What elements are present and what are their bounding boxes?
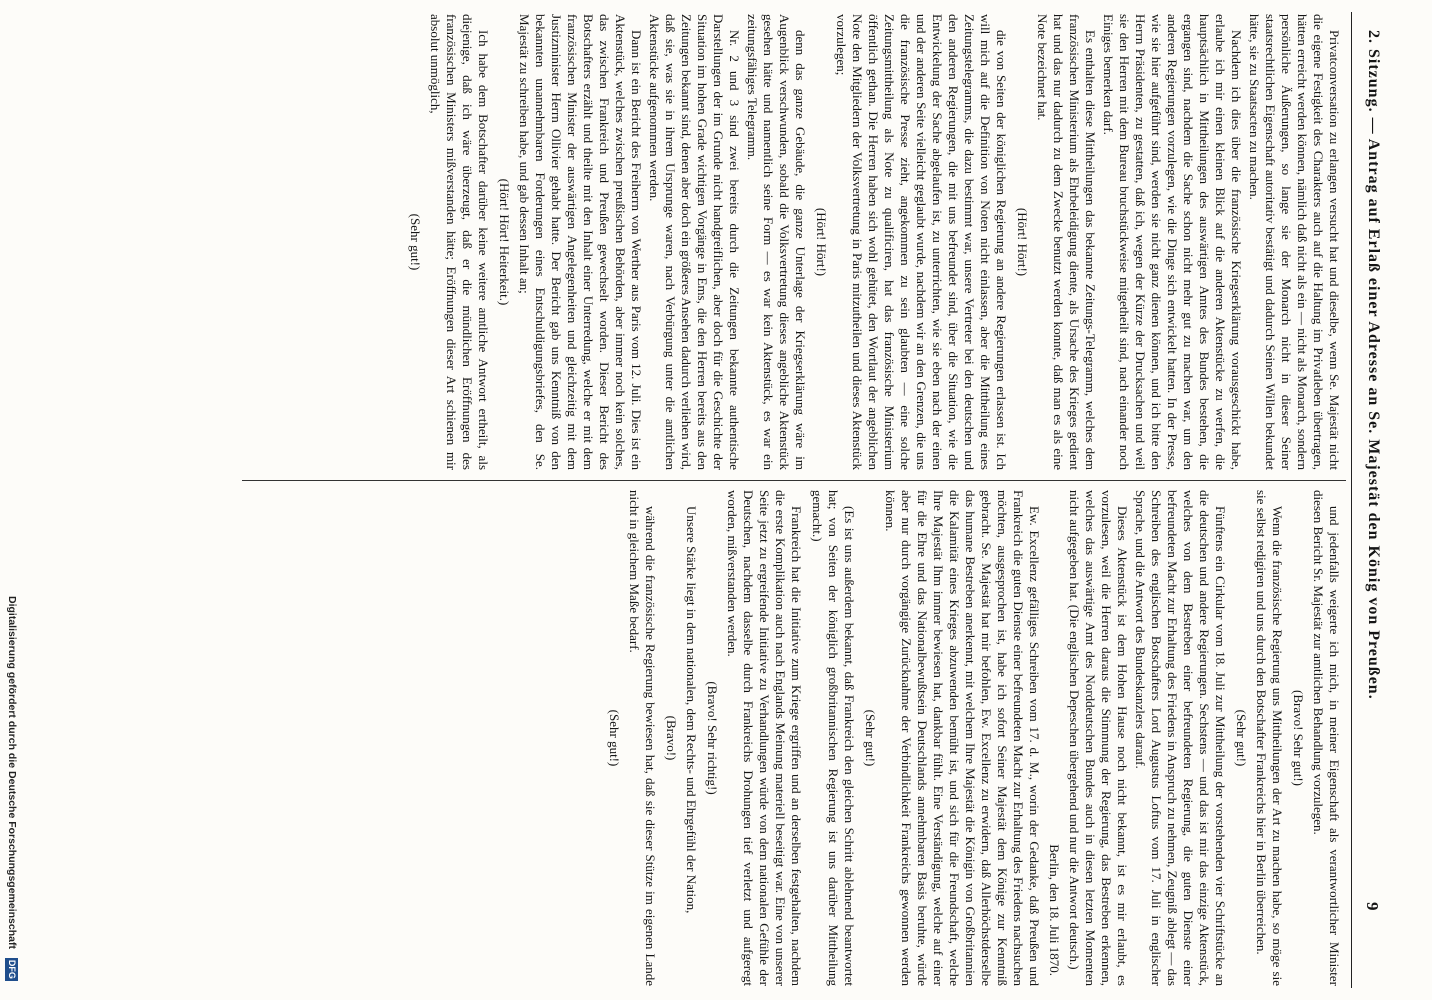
paragraph: Dieses Aktenstück ist dem Hohen Hause noch nicht bekannt, ist es mir erlaubt, es vorzulesen, weil die Herren daraus die Stimmung der Regierung, das Bestreben erkennen, welches das auswärtige Amt des Norddeutschen Bundes auch in diesen letzten Momenten nicht aufgegeben hat. (Die englischen Depeschen übergehend und nur die Antwort deutsch.) — [1067, 490, 1130, 986]
interjection: (Sehr gut!) — [1234, 709, 1249, 767]
dfg-logo-icon: DFG — [7, 959, 18, 979]
text-column-right — [244, 490, 1342, 986]
paragraph: Nachdem ich dies über die französische Kriegserklärung vorausgeschickt habe, erlaube ich mir einen kleinen Blick auf die anderen Aktenstücke zu werfen, die hauptsächlich in Mittheilungen des auswärtigen Amtes des Bundes bestehen, die ergangen sind, nachdem die Sache schon nicht mehr gut zu machen war, um den anderen Regierungen vorzulegen, wie die Dinge sich entwickelt hatten. In der Presse, wie sie hier aufgeführt sind, werden sie nicht ganz dienen können, und ich bitte den Herrn Präsidenten, zu gestatten, daß ich, wegen der Kürze der Drucksachen und weil sie den Herren mit dem Bureau bruchstückweise mitgetheilt sind, nach einander noch Einiges bemerken darf. — [1101, 14, 1244, 470]
interjection: (Sehr gut!) — [863, 709, 878, 767]
paragraph: und jedenfalls weigerte ich mich, in meiner Eigenschaft als verantwortlicher Minister diesen Bericht Sr. Majestät zur amtlichen Behandlung vorzulegen. — [1311, 490, 1342, 986]
paragraph: Es enthalten diese Mittheilungen das bekannte Zeitungs-Telegramm, welches dem französischen Ministerium als Ehrbeleidigung diente, als Ursache des Krieges gedient hat und das nur dadurch zu dem Zwecke benutzt werden konnte, daß man es als eine Note bezeichnet hat. — [1035, 14, 1098, 470]
letter-dateline: Berlin, den 18. Juli 1870. — [1047, 844, 1062, 976]
paragraph: Ew. Excellenz gefälliges Schreiben vom 17. d. M., worin der Gedanke, daß Preußen und Frankreich die guten Dienste einer befreundeten Macht zur Erhaltung des Friedens nachsuchen möchten, ausgesprochen ist, habe ich sofort Seiner Majestät dem Könige zur Kenntniß gebracht. Se. Majestät hat mir befohlen, Ew. Excellenz zu erwidern, daß Allerhöchstderselbe das humane Bestreben anerkennt, mit welchem Ihre Majestät die Königin von Großbritannien die Kalamität eines Krieges abzuwenden bemüht ist, und sich für die Freundschaft, welche Ihre Majestät Ihm immer bewiesen hat, dankbar fühlt. Eine Verständigung, welche auf einer für die Ehre und das Nationalbewußtsein Deutschlands annehmbaren Basis beruhte, würde aber nur durch vorgängige Zurücknahme der Verbindlichkeit Frankreichs gewonnen werden können. — [883, 490, 1042, 986]
parenthetical-remark: (Es ist uns außerdem bekannt, daß Frankreich den gleichen Schritt ablehnend beantwortet hat; von Seiten der königlich großbritannischen Regierung ist uns darüber Mittheilung gemacht.) — [810, 490, 857, 986]
interjection: (Bravo! Sehr gut!) — [1291, 689, 1306, 787]
paragraph: Wenn die französische Regierung uns Mittheilungen der Art zu machen habe, so möge sie sie selbst redigiren und uns durch den Botschafter Frankreichs hier in Berlin überreichen. — [1254, 490, 1285, 986]
interjection: (Sehr gut!) — [408, 213, 423, 271]
interjection: (Bravo! Sehr richtig!) — [705, 681, 720, 795]
interjection: (Hört! Hört!) — [1015, 207, 1030, 277]
paragraph: Fünftens ein Cirkular vom 18. Juli zur Mittheilung der vorstehenden vier Schriftstücke an die deutschen und andere Regierungen. Sechstens — und das ist mir das einzige Aktenstück, welches von dem Bestreben einer befreundeten Regierung, die guten Dienste einer befreundeten Macht zur Erhaltung des Friedens in Anspruch zu nehmen, Zeugniß ablegt — das Schreiben des englischen Botschafters Lord Augustus Loftus vom 17. Juli in englischer Sprache, und die Antwort des Bundeskanzlers darauf. — [1133, 490, 1228, 986]
interjection: (Bravo!) — [664, 715, 679, 761]
running-header — [1358, 30, 1382, 970]
text-column-left — [244, 14, 1342, 470]
paragraph: Dann ist ein Bericht des Freiherrn von Werther aus Paris vom 12. Juli. Dies ist ein Aktenstück, welches zwischen preußischen Behörden, aber immer noch kein solches, das zwischen Frankreich und Preußen gewechselt worden. Dieser Bericht des Botschafters erzählt und theilte mit den Inhalt einer Unterredung, welche er mit dem französischen Minister der auswärtigen Angelegenheiten und gleichzeitig mit dem Justizminister Herrn Ollivier gehabt hatte. Der Bericht gab uns Kenntniß von den bekannten unannehmbaren Forderungen eines Entschuldigungsbriefes, den Se. Majestät zu schreiben habe, und gab dessen Inhalt an; — [517, 14, 644, 470]
paragraph: Frankreich hat die Initiative zum Kriege ergriffen und an derselben festgehalten, nachdem die erste Komplikation auch nach Englands Meinung materiell beseitigt war. Eine von unserer Seite jetzt zu ergreifende Initiative zu Verhandlungen würde von dem nationalen Gefühle der Deutschen, nachdem dasselbe durch Frankreichs Drohungen tief verletzt und aufgeregt worden, mißverstanden werden. — [725, 490, 804, 986]
header-rule — [1351, 12, 1352, 988]
page-number: 9 — [1363, 902, 1382, 911]
paragraph: Privatconversation zu erlangen versucht hat und dieselbe, wenn Se. Majestät nicht die eigene Festigkeit des Charakters auch auf die Haltung im Privatleben übertragen, hätten erreicht werden können, nämlich daß nicht als ein — nicht als Monarch, sondern persönliche Äußerungen, so lange sie der Monarch nicht in dieser Seiner staatsrechtlichen Eigenschaft autoritativ bestätigt und dadurch Seinen Willen bekundet hätte, sie zu Staatsacten zu machen. — [1247, 14, 1342, 470]
interjection: (Sehr gut!) — [607, 709, 622, 767]
paragraph: denn das ganze Gebäude, die ganze Unterlage der Kriegserklärung wäre im Augenblick verschwunden, sobald die Volksvertretung dieses angebliche Aktenstück gesehen hätte und namentlich seine Form — es war kein Aktenstück, es war ein zeitungsfähiges Telegramm. — [745, 14, 808, 470]
column-divider — [242, 480, 1346, 481]
paragraph: während die französische Regierung bewiesen hat, daß sie dieser Stütze im eigenen Lande nicht in gleichem Maße bedarf. — [627, 490, 658, 986]
credit-text: Digitalisierung gefördert durch die Deutsche Forschungsgemeinschaft — [6, 596, 18, 949]
header-title: 2. Sitzung. — Antrag auf Erlaß einer Adresse an Se. Majestät den König von Preußen. — [1365, 30, 1382, 700]
interjection: (Hört! Hört! Heiterkeit.) — [497, 178, 512, 306]
digitization-credit — [4, 596, 20, 992]
paragraph: Ich habe dem Botschafter darüber keine weitere amtliche Antwort ertheilt, als diejenige, daß ich wäre überzeugt, daß er die mündlichen Eröffnungen des französischen Ministers mißverstanden hätte; Eröffnungen dieser Art schienen mir absolut unmöglich, — [428, 14, 491, 470]
paragraph: Nr. 2 und 3 sind zwei bereits durch die Zeitungen bekannte authentische Darstellungen der im Grunde nicht handgreiflichen, aber doch für die Geschichte der Situation im hohen Grade wichtigen Vorgänge in Ems, die den Herren bereits aus den Zeitungen bekannt sind, denen aber doch ein größeres Ansehen dadurch verliehen wird, daß sie, was sie in ihrem Ursprunge waren, nach Verbürgung unter die amtlichen Aktenstücke aufgenommen werden. — [647, 14, 742, 470]
paragraph: die von Seiten der königlichen Regierung an andere Regierungen erlassen ist. Ich will mich auf die Definition von Noten nicht einlassen, aber die Mittheilung eines Zeitungstelegramms, die dazu bestimmt war, unsere Vertreter bei den deutschen und den anderen Regierungen, die mit uns befreundet sind, über die Situation, wie die Entwickelung der Sache abgelaufen ist, zu unterrichten, wie sie eben nach der einen und der anderen Seite vielleicht geglaubt wurde, nachdem wir an den Grenzen, die uns die französische Presse zieht, angekommen zu sein glaubten — eine solche Zeitungsmittheilung als Note zu qualificiren, hat das französische Ministerium öffentlich gethan. Die Herren haben sich wohl gehütet, den Wortlaut der angeblichen Note den Mitgliedern der Volksvertretung in Paris mitzutheilen und dieses Aktenstück vorzulegen; — [834, 14, 1009, 470]
interjection: (Hört! Hört!) — [814, 207, 829, 277]
paragraph: Unsere Stärke liegt in dem nationalen, dem Rechts- und Ehrgefühl der Nation, — [684, 506, 699, 914]
